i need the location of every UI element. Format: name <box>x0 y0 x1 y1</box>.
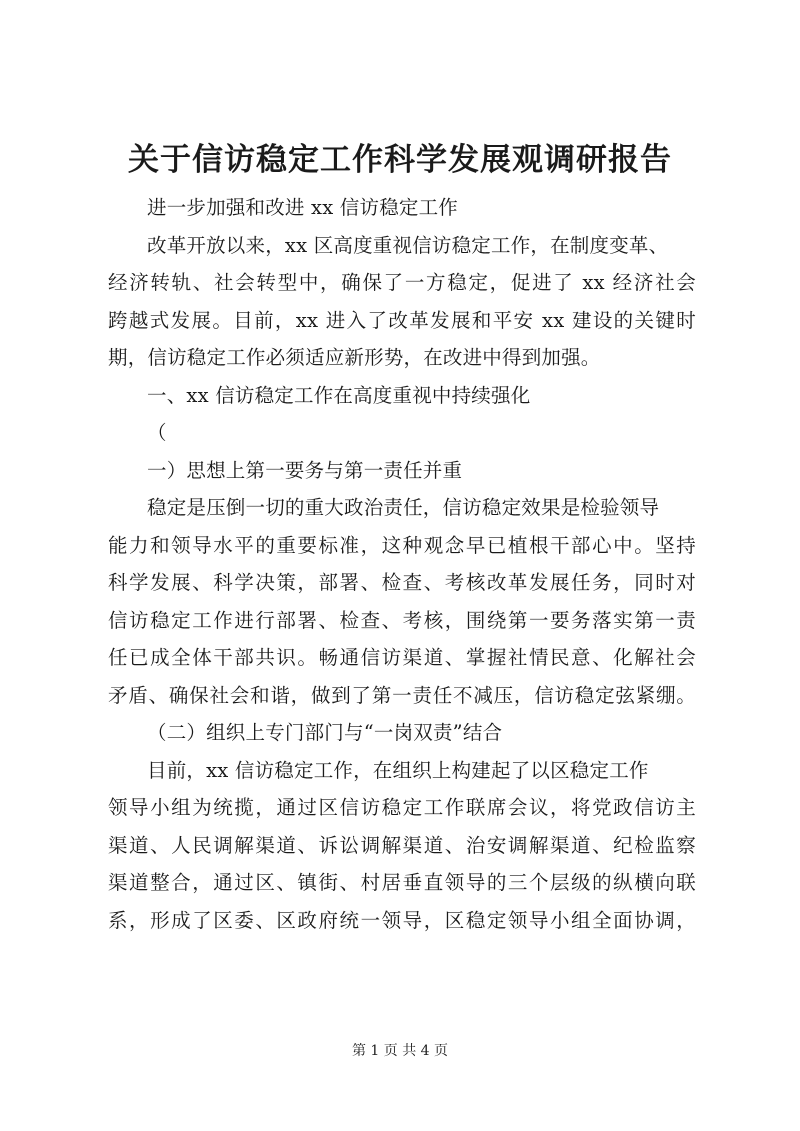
paragraph-line: 渠道整合，通过区、镇街、村居垂直领导的三个层级的纵横向联 <box>108 871 696 894</box>
subtitle-line: 进一步加强和改进 xx 信访稳定工作 <box>147 196 458 219</box>
paragraph-line: （ <box>147 421 167 444</box>
paragraph-line: 能力和领导水平的重要标准，这种观念早已植根干部心中。坚持 <box>108 533 696 557</box>
page-title: 关于信访稳定工作科学发展观调研报告 <box>128 142 672 178</box>
paragraph-line: 科学发展、科学决策，部署、检查、考核改革发展任务，同时对 <box>108 571 696 594</box>
paragraph-line: 矛盾、确保社会和谐，做到了第一责任不减压，信访稳定弦紧绷。 <box>108 683 696 707</box>
document-body <box>108 189 708 939</box>
paragraph-line: 任已成全体干部共识。畅通信访渠道、掌握社情民意、化解社会 <box>108 646 696 669</box>
paragraph-line: 稳定是压倒一切的重大政治责任，信访稳定效果是检验领导 <box>147 496 660 519</box>
subsection-heading: 一）思想上第一要务与第一责任并重 <box>147 458 463 482</box>
paragraph-line: 系，形成了区委、区政府统一领导，区稳定领导小组全面协调， <box>108 908 696 932</box>
paragraph-line: 目前，xx 信访稳定工作，在组织上构建起了以区稳定工作 <box>147 758 649 782</box>
paragraph-line: 期，信访稳定工作必须适应新形势，在改进中得到加强。 <box>108 346 601 369</box>
paragraph-line: 领导小组为统揽，通过区信访稳定工作联席会议，将党政信访主 <box>108 796 696 819</box>
page-footer: 第 1 页 共 4 页 <box>351 1043 449 1059</box>
subsection-heading: （二）组织上专门部门与“一岗双责”结合 <box>147 721 503 744</box>
section-heading: 一、xx 信访稳定工作在高度重视中持续强化 <box>147 383 531 407</box>
paragraph-line: 经济转轨、社会转型中，确保了一方稳定，促进了 xx 经济社会 <box>108 271 696 294</box>
paragraph-line: 改革开放以来，xx 区高度重视信访稳定工作，在制度变革、 <box>147 233 669 257</box>
paragraph-line: 信访稳定工作进行部署、检查、考核，围绕第一要务落实第一责 <box>108 608 696 632</box>
paragraph-line: 渠道、人民调解渠道、诉讼调解渠道、治安调解渠道、纪检监察 <box>108 833 696 857</box>
paragraph-line: 跨越式发展。目前，xx 进入了改革发展和平安 xx 建设的关键时 <box>108 308 696 332</box>
